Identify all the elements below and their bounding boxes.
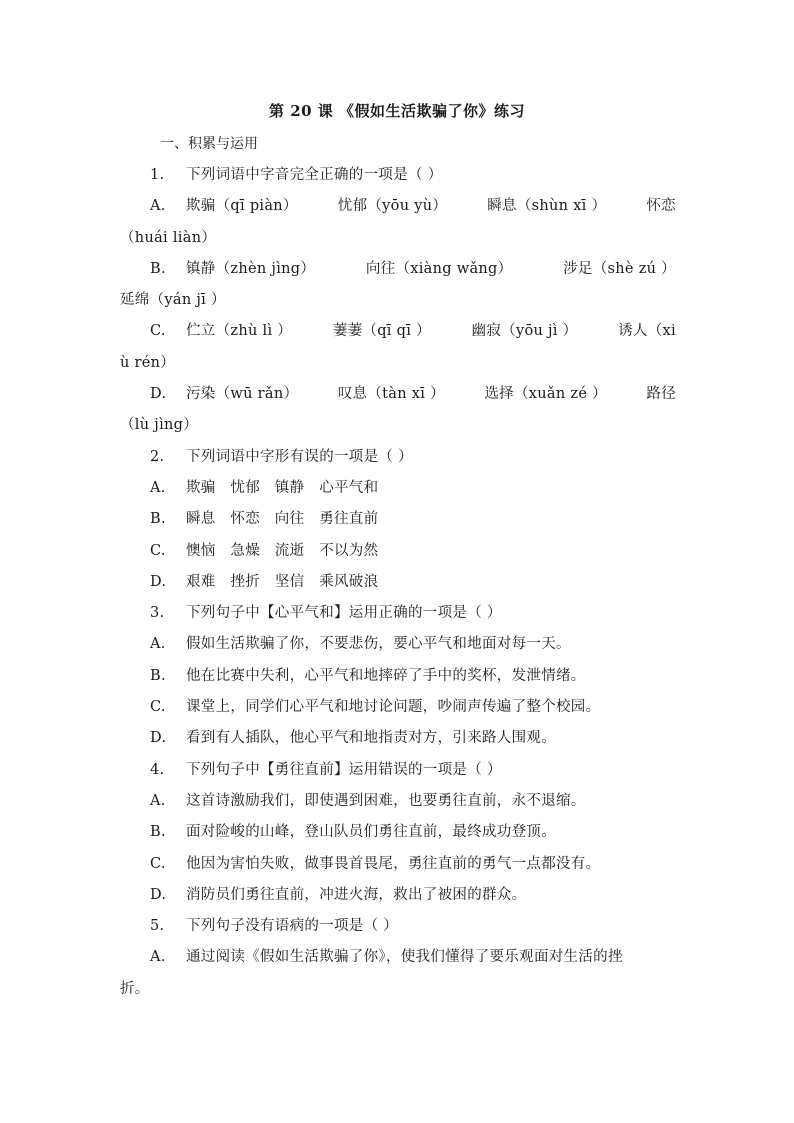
option-text: 他在比赛中失利，心平气和地摔碎了手中的奖杯，发泄情绪。	[186, 667, 586, 684]
option-text: 欺骗 忧郁 镇静 心平气和	[186, 479, 379, 496]
question-5	[120, 911, 676, 942]
option-item: 忧郁（yōu yù）	[337, 198, 448, 215]
option-text: 艰难 挫折 坚信 乘风破浪	[186, 573, 379, 590]
option-label: D.	[150, 573, 167, 590]
option-item: 诱人（xi	[618, 323, 676, 340]
page-title: 第 20 课 《假如生活欺骗了你》练习	[268, 102, 526, 120]
option-item: 叹息（tàn xī ）	[337, 386, 445, 403]
question-3-option-d	[120, 723, 676, 754]
option-text: 他因为害怕失败，做事畏首畏尾，勇往直前的勇气一点都没有。	[186, 855, 601, 872]
question-4-option-b	[120, 817, 676, 848]
option-text: 通过阅读《假如生活欺骗了你》，使我们懂得了要乐观面对生活的挫	[186, 949, 623, 966]
option-item: 幽寂（yōu jì ）	[471, 323, 578, 340]
question-4	[120, 755, 676, 786]
option-item: 选择（xuǎn zé ）	[484, 386, 607, 403]
question-4-option-d	[120, 880, 676, 911]
question-number: 2.	[150, 448, 165, 465]
option-label: A.	[150, 636, 166, 653]
option-label: D.	[150, 386, 167, 403]
question-2-option-a	[120, 473, 676, 504]
question-1-option-c-continued: ù rén）	[120, 354, 176, 371]
question-number: 4.	[150, 761, 165, 778]
option-item: 萋萋（qī qī ）	[332, 323, 431, 340]
option-label: A.	[150, 949, 166, 966]
question-number: 5.	[150, 918, 165, 935]
question-3-option-b	[120, 661, 676, 692]
question-number: 1.	[150, 167, 165, 183]
option-label: C.	[150, 855, 166, 872]
question-1-option-a-continued: （huái liàn）	[120, 229, 217, 246]
question-5-option-a-continued: 折。	[120, 980, 150, 997]
question-text: 下列句子中【勇往直前】运用错误的一项是（ ）	[186, 761, 502, 778]
option-item: 向往（xiàng wǎng）	[365, 260, 513, 277]
question-5-option-a	[120, 942, 676, 973]
option-label: C.	[150, 699, 166, 716]
option-text: 懊恼 急燥 流逝 不以为然	[186, 542, 379, 559]
option-label: B.	[150, 667, 166, 684]
section-heading: 一、积累与运用	[160, 136, 258, 152]
question-1-option-c	[120, 316, 676, 347]
question-1-option-d-continued: （lù jìng）	[120, 417, 199, 434]
option-item: 欺骗（qī piàn）	[186, 198, 298, 215]
question-1-option-a	[120, 191, 676, 222]
option-text: 面对险峻的山峰，登山队员们勇往直前，最终成功登顶。	[186, 824, 556, 841]
option-item: 污染（wū rǎn）	[186, 386, 299, 403]
option-label: A.	[150, 792, 166, 809]
question-2-option-b	[120, 504, 676, 535]
option-text: 瞬息 怀恋 向往 勇往直前	[186, 511, 379, 528]
option-label: D.	[150, 886, 167, 903]
option-label: A.	[150, 198, 166, 215]
question-3-option-a	[120, 629, 676, 660]
option-text: 课堂上，同学们心平气和地讨论问题，吵闹声传遍了整个校园。	[186, 699, 601, 716]
question-4-option-c	[120, 849, 676, 880]
question-list	[120, 160, 676, 1005]
question-text: 下列词语中字音完全正确的一项是（ ）	[186, 167, 443, 183]
question-3-option-c	[120, 692, 676, 723]
question-4-option-a	[120, 786, 676, 817]
question-2-option-d	[120, 567, 676, 598]
question-text: 下列词语中字形有误的一项是（ ）	[186, 448, 413, 465]
question-1-option-b-continued: 延绵（yán jī ）	[120, 292, 226, 309]
question-number: 3.	[150, 605, 165, 622]
option-item: 路径	[646, 386, 676, 403]
question-3	[120, 598, 676, 629]
question-1-option-b	[120, 254, 676, 285]
option-item: 怀恋	[646, 198, 676, 215]
question-2-option-c	[120, 536, 676, 567]
option-label: B.	[150, 260, 166, 277]
option-label: B.	[150, 824, 166, 841]
option-text: 假如生活欺骗了你，不要悲伤，要心平气和地面对每一天。	[186, 636, 571, 653]
question-1-option-d	[120, 379, 676, 410]
question-1	[120, 160, 676, 191]
option-label: C.	[150, 542, 166, 559]
option-item: 涉足（shè zú ）	[563, 260, 676, 277]
option-item: 瞬息（shùn xī ）	[487, 198, 607, 215]
option-text: 看到有人插队，他心平气和地指责对方，引来路人围观。	[186, 730, 556, 747]
option-item: 伫立（zhù lì ）	[186, 323, 293, 340]
question-text: 下列句子没有语病的一项是（ ）	[186, 918, 399, 935]
option-item: 镇静（zhèn jìng）	[186, 260, 316, 277]
option-label: C.	[150, 323, 166, 340]
question-2	[120, 442, 676, 473]
question-text: 下列句子中【心平气和】运用正确的一项是（ ）	[186, 605, 502, 622]
option-text: 消防员们勇往直前，冲进火海，救出了被困的群众。	[186, 886, 527, 903]
option-label: A.	[150, 479, 166, 496]
option-label: B.	[150, 511, 166, 528]
option-text: 这首诗激励我们，即使遇到困难，也要勇往直前，永不退缩。	[186, 792, 586, 809]
option-label: D.	[150, 730, 167, 747]
